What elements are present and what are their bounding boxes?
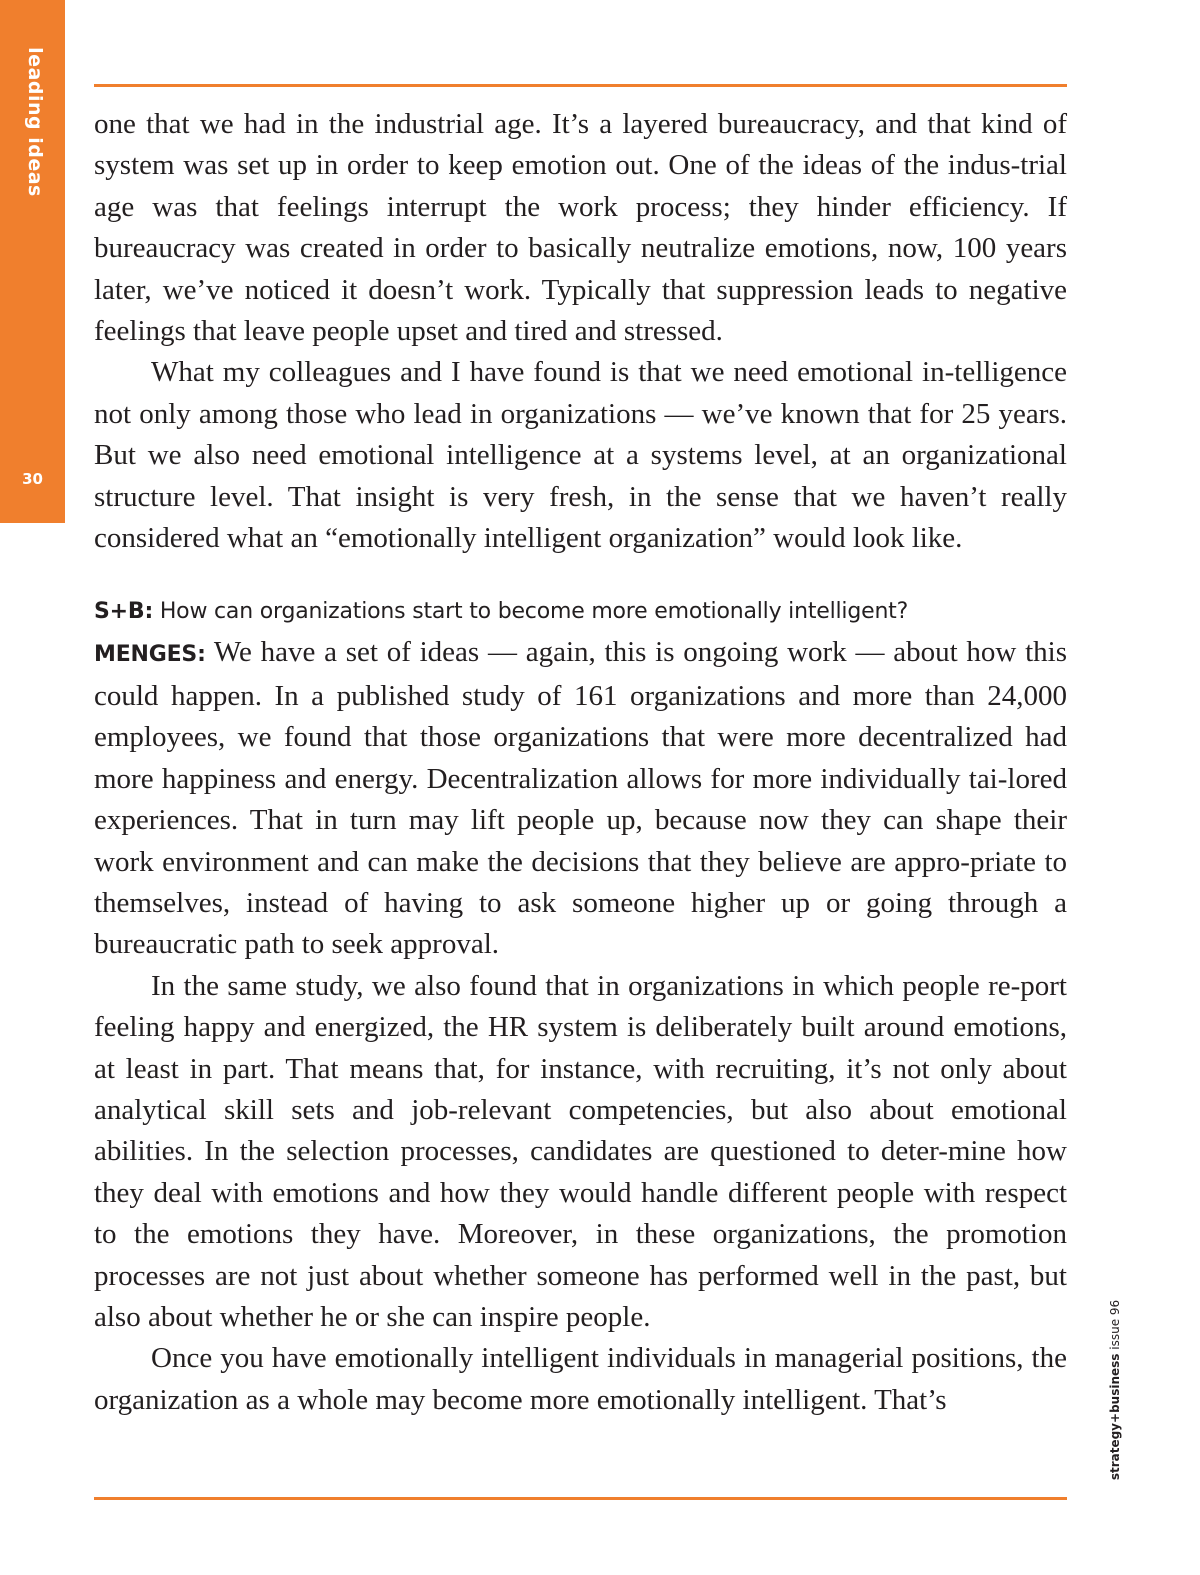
issue-number: issue 96 (1108, 1299, 1122, 1350)
question-speaker: S+B: (94, 599, 154, 625)
article-body (94, 104, 1067, 1421)
answer-text: We have a set of ideas — again, this is ongoing work — about how this could happen. In a published study of 161 organizations and more than 24,000 employees, we found that those organizations that were more decentralized had more happiness and energy. Decentralization allows for more individually tai-lored experiences. That in turn may lift people up, because now they can shape their work environment and can make the decisions that they believe are appro-priate to themselves, instead of having to ask someone higher up or going through a bureaucratic path to seek approval. (94, 636, 1067, 961)
answer-speaker: MENGES: (94, 642, 206, 668)
section-label: leading ideas (24, 47, 46, 197)
publication-credit (1108, 1300, 1122, 1480)
paragraph: Once you have emotionally intelligent individuals in managerial positions, the organization as a whole may become more emotionally intelligent. That’s (94, 1342, 1067, 1416)
publication-name: strategy+business (1108, 1353, 1122, 1481)
paragraph: one that we had in the industrial age. It’s a layered bureaucracy, and that kind of system was set up in order to keep emotion out. One of the ideas of the indus-trial age was that feelings interrupt the work process; they hinder efficiency. If bureaucracy was created in order to basically neutralize emotions, now, 100 years later, we’ve noticed it doesn’t work. Typically that suppression leads to negative feelings that leave people upset and tired and stressed. (94, 108, 1067, 348)
interview-answer (94, 632, 1067, 965)
question-text: How can organizations start to become more emotionally intelligent? (159, 599, 909, 625)
top-rule (94, 84, 1067, 87)
page-number: 30 (22, 470, 43, 488)
paragraph: What my colleagues and I have found is that we need emotional in-telligence not only among those who lead in organizations — we’ve known that for 25 years. But we also need emotional intelligence at a systems level, at an organizational structure level. That insight is very fresh, in the sense that we haven’t really considered what an “emotionally intelligent organization” would look like. (94, 356, 1067, 555)
bottom-rule (94, 1497, 1067, 1500)
paragraph: In the same study, we also found that in organizations in which people re-port feeling happy and energized, the HR system is deliberately built around emotions, at least in part. That means that, for instance, with recruiting, it’s not only about analytical skill sets and job-relevant competencies, but also about emotional abilities. In the selection processes, candidates are questioned to deter-mine how they deal with emotions and how they would handle different people with respect to the emotions they have. Moreover, in these organizations, the promotion processes are not just about whether someone has performed well in the past, but also about whether he or she can inspire people. (94, 969, 1067, 1333)
interview-question (94, 591, 1067, 632)
